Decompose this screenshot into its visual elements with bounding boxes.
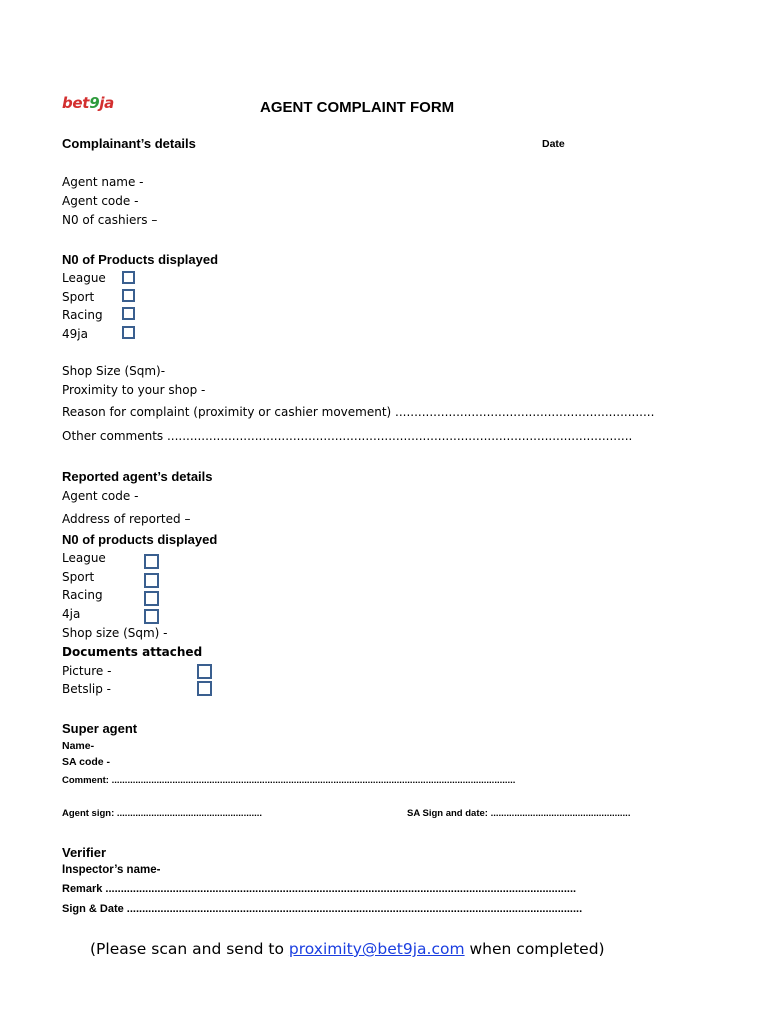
reported-products-heading: N0 of products displayed [62,532,218,547]
reported-address-label: Address of reported – [62,512,191,526]
footer-note [90,940,605,958]
footer-prefix: (Please scan and send to [90,940,289,958]
sa-sign-field[interactable]: SA Sign and date: ..................................................... [407,808,631,819]
product-racing-label: Racing [62,308,103,322]
product-49ja-checkbox[interactable] [122,326,135,339]
sa-name-label: Name- [62,740,95,752]
reported-league-label: League [62,551,106,565]
product-league-label: League [62,271,106,285]
date-label: Date [542,138,565,150]
product-sport-checkbox[interactable] [122,289,135,302]
agent-sign-field[interactable]: Agent sign: ....................................................... [62,808,263,819]
sa-comment-field[interactable]: Comment: ......................................................................................................................................................... [62,775,516,786]
product-league-checkbox[interactable] [122,271,135,284]
picture-checkbox[interactable] [197,664,212,679]
reported-shop-size-label: Shop size (Sqm) - [62,626,168,640]
product-sport-label: Sport [62,290,95,304]
form-title: AGENT COMPLAINT FORM [260,99,455,116]
reported-league-checkbox[interactable] [144,554,159,569]
reported-agent-code-label: Agent code - [62,489,139,503]
reported-4ja-checkbox[interactable] [144,609,159,624]
betslip-checkbox[interactable] [197,681,212,696]
picture-label: Picture - [62,664,112,678]
betslip-label: Betslip - [62,682,112,696]
reported-racing-checkbox[interactable] [144,591,159,606]
reported-4ja-label: 4ja [62,607,81,621]
reason-field[interactable]: Reason for complaint (proximity or cashier movement) .................................................................... [62,405,655,419]
remark-field[interactable]: Remark .......................................................................................................................................................... [62,883,577,895]
proximity-label: Proximity to your shop - [62,383,206,397]
bet9ja-logo [62,94,114,112]
cashiers-label: N0 of cashiers – [62,213,158,227]
documents-heading: Documents attached [62,645,203,659]
reported-heading: Reported agent’s details [62,469,213,484]
super-agent-heading: Super agent [62,721,138,736]
sa-code-label: SA code - [62,756,111,768]
email-link[interactable]: proximity@bet9ja.com [288,940,465,958]
footer-suffix: when completed) [464,940,605,958]
agent-code-label: Agent code - [62,194,139,208]
product-49ja-label: 49ja [62,327,88,341]
shop-size-label: Shop Size (Sqm)- [62,364,166,378]
logo-text-ja: ja [99,94,114,112]
other-comments-field[interactable]: Other comments .......................................................................................................................... [62,429,633,443]
logo-text-9: 9 [89,94,100,112]
product-racing-checkbox[interactable] [122,307,135,320]
logo-text-bet: bet [62,94,90,112]
agent-name-label: Agent name - [62,175,144,189]
sign-date-field[interactable]: Sign & Date ..................................................................................................................................................... [62,903,583,915]
reported-sport-checkbox[interactable] [144,573,159,588]
verifier-heading: Verifier [62,845,107,860]
complainant-heading: Complainant’s details [62,136,196,151]
reported-sport-label: Sport [62,570,95,584]
reported-racing-label: Racing [62,588,103,602]
products-heading: N0 of Products displayed [62,252,219,267]
inspector-name-label: Inspector’s name- [62,864,161,876]
